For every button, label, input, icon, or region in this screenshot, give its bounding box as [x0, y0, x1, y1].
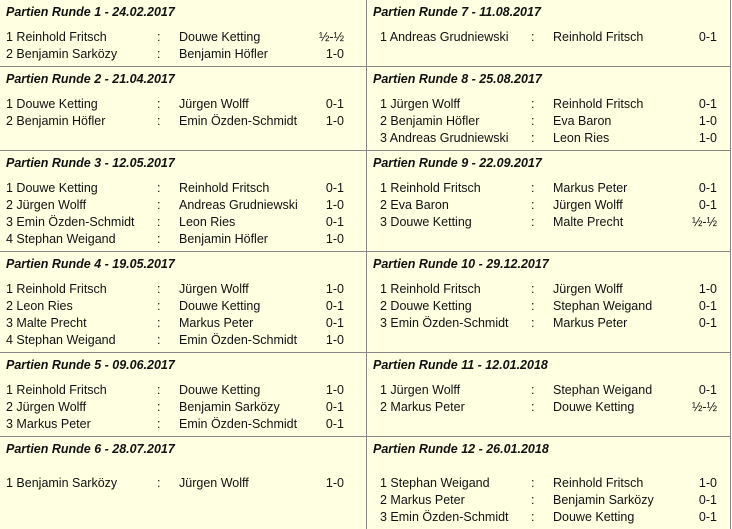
black-player: Jürgen Wolff — [179, 97, 249, 111]
white-player: 1 Andreas Grudniewski — [380, 30, 509, 44]
black-player: Stephan Weigand — [553, 383, 653, 397]
game-result: 0-1 — [698, 383, 717, 397]
vs-separator: : — [531, 316, 535, 330]
black-player: Leon Ries — [553, 131, 610, 145]
black-player: Benjamin Höfler — [179, 47, 268, 61]
white-player: 2 Benjamin Sarközy — [6, 47, 118, 61]
black-player: Jürgen Wolff — [179, 282, 249, 296]
game-result: 0-1 — [698, 30, 717, 44]
round-title: Partien Runde 1 - 24.02.2017 — [6, 5, 175, 19]
black-player: Jürgen Wolff — [553, 198, 623, 212]
black-player: Benjamin Sarközy — [553, 493, 654, 507]
vs-separator: : — [531, 97, 535, 111]
round-block — [0, 0, 366, 67]
game-result: 0-1 — [698, 493, 717, 507]
game-row — [367, 315, 731, 332]
white-player: 1 Douwe Ketting — [6, 97, 98, 111]
round-title: Partien Runde 8 - 25.08.2017 — [373, 72, 542, 86]
game-row — [367, 382, 731, 399]
white-player: 1 Reinhold Fritsch — [6, 383, 107, 397]
game-row — [0, 281, 366, 298]
round-block — [0, 437, 366, 529]
game-result: 1-0 — [325, 232, 344, 246]
vs-separator: : — [157, 476, 161, 490]
game-result: 1-0 — [698, 282, 717, 296]
game-row — [367, 113, 731, 130]
vs-separator: : — [531, 476, 535, 490]
game-result: 0-1 — [698, 97, 717, 111]
game-row — [367, 281, 731, 298]
vs-separator: : — [157, 400, 161, 414]
white-player: 2 Jürgen Wolff — [6, 400, 87, 414]
white-player: 1 Reinhold Fritsch — [380, 181, 481, 195]
white-player: 2 Benjamin Höfler — [6, 114, 106, 128]
vs-separator: : — [531, 400, 535, 414]
round-title: Partien Runde 11 - 12.01.2018 — [373, 358, 548, 372]
white-player: 1 Reinhold Fritsch — [6, 282, 107, 296]
game-row — [0, 231, 366, 248]
game-row — [367, 475, 731, 492]
round-block — [367, 0, 731, 67]
black-player: Benjamin Sarközy — [179, 400, 280, 414]
game-result: 1-0 — [325, 383, 344, 397]
vs-separator: : — [157, 198, 161, 212]
round-title: Partien Runde 5 - 09.06.2017 — [6, 358, 175, 372]
round-title: Partien Runde 6 - 28.07.2017 — [6, 442, 175, 456]
game-row — [367, 298, 731, 315]
round-title: Partien Runde 10 - 29.12.2017 — [373, 257, 549, 271]
game-result: 0-1 — [698, 299, 717, 313]
vs-separator: : — [531, 493, 535, 507]
round-title: Partien Runde 7 - 11.08.2017 — [373, 5, 541, 19]
black-player: Markus Peter — [553, 181, 628, 195]
black-player: Reinhold Fritsch — [179, 181, 270, 195]
round-block — [367, 67, 731, 151]
game-row — [0, 214, 366, 231]
vs-separator: : — [157, 299, 161, 313]
black-player: Reinhold Fritsch — [553, 476, 644, 490]
game-result: ½-½ — [691, 400, 717, 414]
game-row — [0, 332, 366, 349]
game-row — [0, 46, 366, 63]
game-result: 0-1 — [698, 316, 717, 330]
white-player: 2 Benjamin Höfler — [380, 114, 480, 128]
game-row — [0, 382, 366, 399]
vs-separator: : — [157, 114, 161, 128]
game-row — [367, 29, 731, 46]
white-player: 3 Emin Özden-Schmidt — [380, 510, 509, 524]
black-player: Andreas Grudniewski — [179, 198, 298, 212]
game-row — [367, 180, 731, 197]
game-result: 0-1 — [325, 417, 344, 431]
black-player: Reinhold Fritsch — [553, 30, 644, 44]
game-row — [0, 399, 366, 416]
white-player: 1 Reinhold Fritsch — [6, 30, 107, 44]
game-row — [367, 492, 731, 509]
vs-separator: : — [157, 282, 161, 296]
game-result: 0-1 — [325, 299, 344, 313]
white-player: 3 Malte Precht — [6, 316, 87, 330]
game-result: 1-0 — [325, 333, 344, 347]
game-result: 1-0 — [325, 47, 344, 61]
black-player: Leon Ries — [179, 215, 236, 229]
game-row — [367, 214, 731, 231]
vs-separator: : — [531, 181, 535, 195]
round-title: Partien Runde 4 - 19.05.2017 — [6, 257, 175, 271]
vs-separator: : — [531, 30, 535, 44]
game-row — [0, 96, 366, 113]
white-player: 2 Douwe Ketting — [380, 299, 472, 313]
vs-separator: : — [531, 282, 535, 296]
round-title: Partien Runde 2 - 21.04.2017 — [6, 72, 175, 86]
round-block — [0, 252, 366, 353]
black-player: Emin Özden-Schmidt — [179, 417, 298, 431]
vs-separator: : — [157, 47, 161, 61]
white-player: 1 Benjamin Sarközy — [6, 476, 118, 490]
white-player: 3 Emin Özden-Schmidt — [380, 316, 509, 330]
round-title: Partien Runde 9 - 22.09.2017 — [373, 156, 542, 170]
game-row — [0, 29, 366, 46]
rounds-column-right — [367, 0, 731, 529]
vs-separator: : — [157, 30, 161, 44]
black-player: Malte Precht — [553, 215, 624, 229]
white-player: 1 Jürgen Wolff — [380, 383, 461, 397]
black-player: Emin Özden-Schmidt — [179, 333, 298, 347]
black-player: Douwe Ketting — [553, 510, 635, 524]
black-player: Jürgen Wolff — [179, 476, 249, 490]
black-player: Douwe Ketting — [179, 299, 261, 313]
vs-separator: : — [157, 232, 161, 246]
white-player: 1 Stephan Weigand — [380, 476, 490, 490]
white-player: 2 Markus Peter — [380, 493, 465, 507]
game-row — [367, 197, 731, 214]
round-block — [367, 151, 731, 252]
black-player: Douwe Ketting — [179, 383, 261, 397]
game-result: ½-½ — [691, 215, 717, 229]
game-row — [367, 509, 731, 526]
game-row — [0, 180, 366, 197]
white-player: 2 Jürgen Wolff — [6, 198, 87, 212]
vs-separator: : — [157, 316, 161, 330]
game-row — [0, 197, 366, 214]
game-result: 0-1 — [325, 97, 344, 111]
round-block — [0, 151, 366, 252]
white-player: 1 Douwe Ketting — [6, 181, 98, 195]
black-player: Douwe Ketting — [179, 30, 261, 44]
vs-separator: : — [157, 417, 161, 431]
vs-separator: : — [531, 299, 535, 313]
game-row — [367, 399, 731, 416]
white-player: 3 Douwe Ketting — [380, 215, 472, 229]
game-result: 0-1 — [325, 316, 344, 330]
game-row — [0, 298, 366, 315]
game-result: 1-0 — [698, 476, 717, 490]
white-player: 4 Stephan Weigand — [6, 333, 116, 347]
round-block — [367, 252, 731, 353]
game-result: 1-0 — [325, 114, 344, 128]
white-player: 2 Markus Peter — [380, 400, 465, 414]
black-player: Reinhold Fritsch — [553, 97, 644, 111]
game-result: 1-0 — [325, 282, 344, 296]
game-result: 0-1 — [325, 400, 344, 414]
white-player: 3 Markus Peter — [6, 417, 91, 431]
game-result: ½-½ — [318, 30, 344, 44]
vs-separator: : — [157, 383, 161, 397]
black-player: Emin Özden-Schmidt — [179, 114, 298, 128]
black-player: Stephan Weigand — [553, 299, 653, 313]
round-block — [367, 353, 731, 437]
black-player: Markus Peter — [179, 316, 254, 330]
game-row — [0, 113, 366, 130]
game-result: 0-1 — [698, 181, 717, 195]
game-row — [367, 96, 731, 113]
game-result: 0-1 — [325, 181, 344, 195]
white-player: 3 Andreas Grudniewski — [380, 131, 509, 145]
game-result: 1-0 — [325, 476, 344, 490]
game-result: 1-0 — [325, 198, 344, 212]
game-result: 0-1 — [325, 215, 344, 229]
round-title: Partien Runde 3 - 12.05.2017 — [6, 156, 175, 170]
black-player: Markus Peter — [553, 316, 628, 330]
black-player: Douwe Ketting — [553, 400, 635, 414]
vs-separator: : — [157, 333, 161, 347]
vs-separator: : — [157, 97, 161, 111]
white-player: 3 Emin Özden-Schmidt — [6, 215, 135, 229]
vs-separator: : — [531, 383, 535, 397]
white-player: 1 Reinhold Fritsch — [380, 282, 481, 296]
round-title: Partien Runde 12 - 26.01.2018 — [373, 442, 549, 456]
game-row — [0, 315, 366, 332]
vs-separator: : — [531, 215, 535, 229]
black-player: Benjamin Höfler — [179, 232, 268, 246]
vs-separator: : — [157, 215, 161, 229]
round-block — [0, 353, 366, 437]
white-player: 4 Stephan Weigand — [6, 232, 116, 246]
round-block — [0, 67, 366, 151]
black-player: Jürgen Wolff — [553, 282, 623, 296]
vs-separator: : — [157, 181, 161, 195]
vs-separator: : — [531, 131, 535, 145]
game-row — [0, 416, 366, 433]
white-player: 1 Jürgen Wolff — [380, 97, 461, 111]
vs-separator: : — [531, 198, 535, 212]
game-row — [367, 130, 731, 147]
game-result: 0-1 — [698, 510, 717, 524]
black-player: Eva Baron — [553, 114, 612, 128]
game-row — [0, 475, 366, 492]
vs-separator: : — [531, 114, 535, 128]
white-player: 2 Leon Ries — [6, 299, 73, 313]
game-result: 1-0 — [698, 114, 717, 128]
vs-separator: : — [531, 510, 535, 524]
game-result: 0-1 — [698, 198, 717, 212]
white-player: 2 Eva Baron — [380, 198, 449, 212]
game-result: 1-0 — [698, 131, 717, 145]
round-block — [367, 437, 731, 529]
